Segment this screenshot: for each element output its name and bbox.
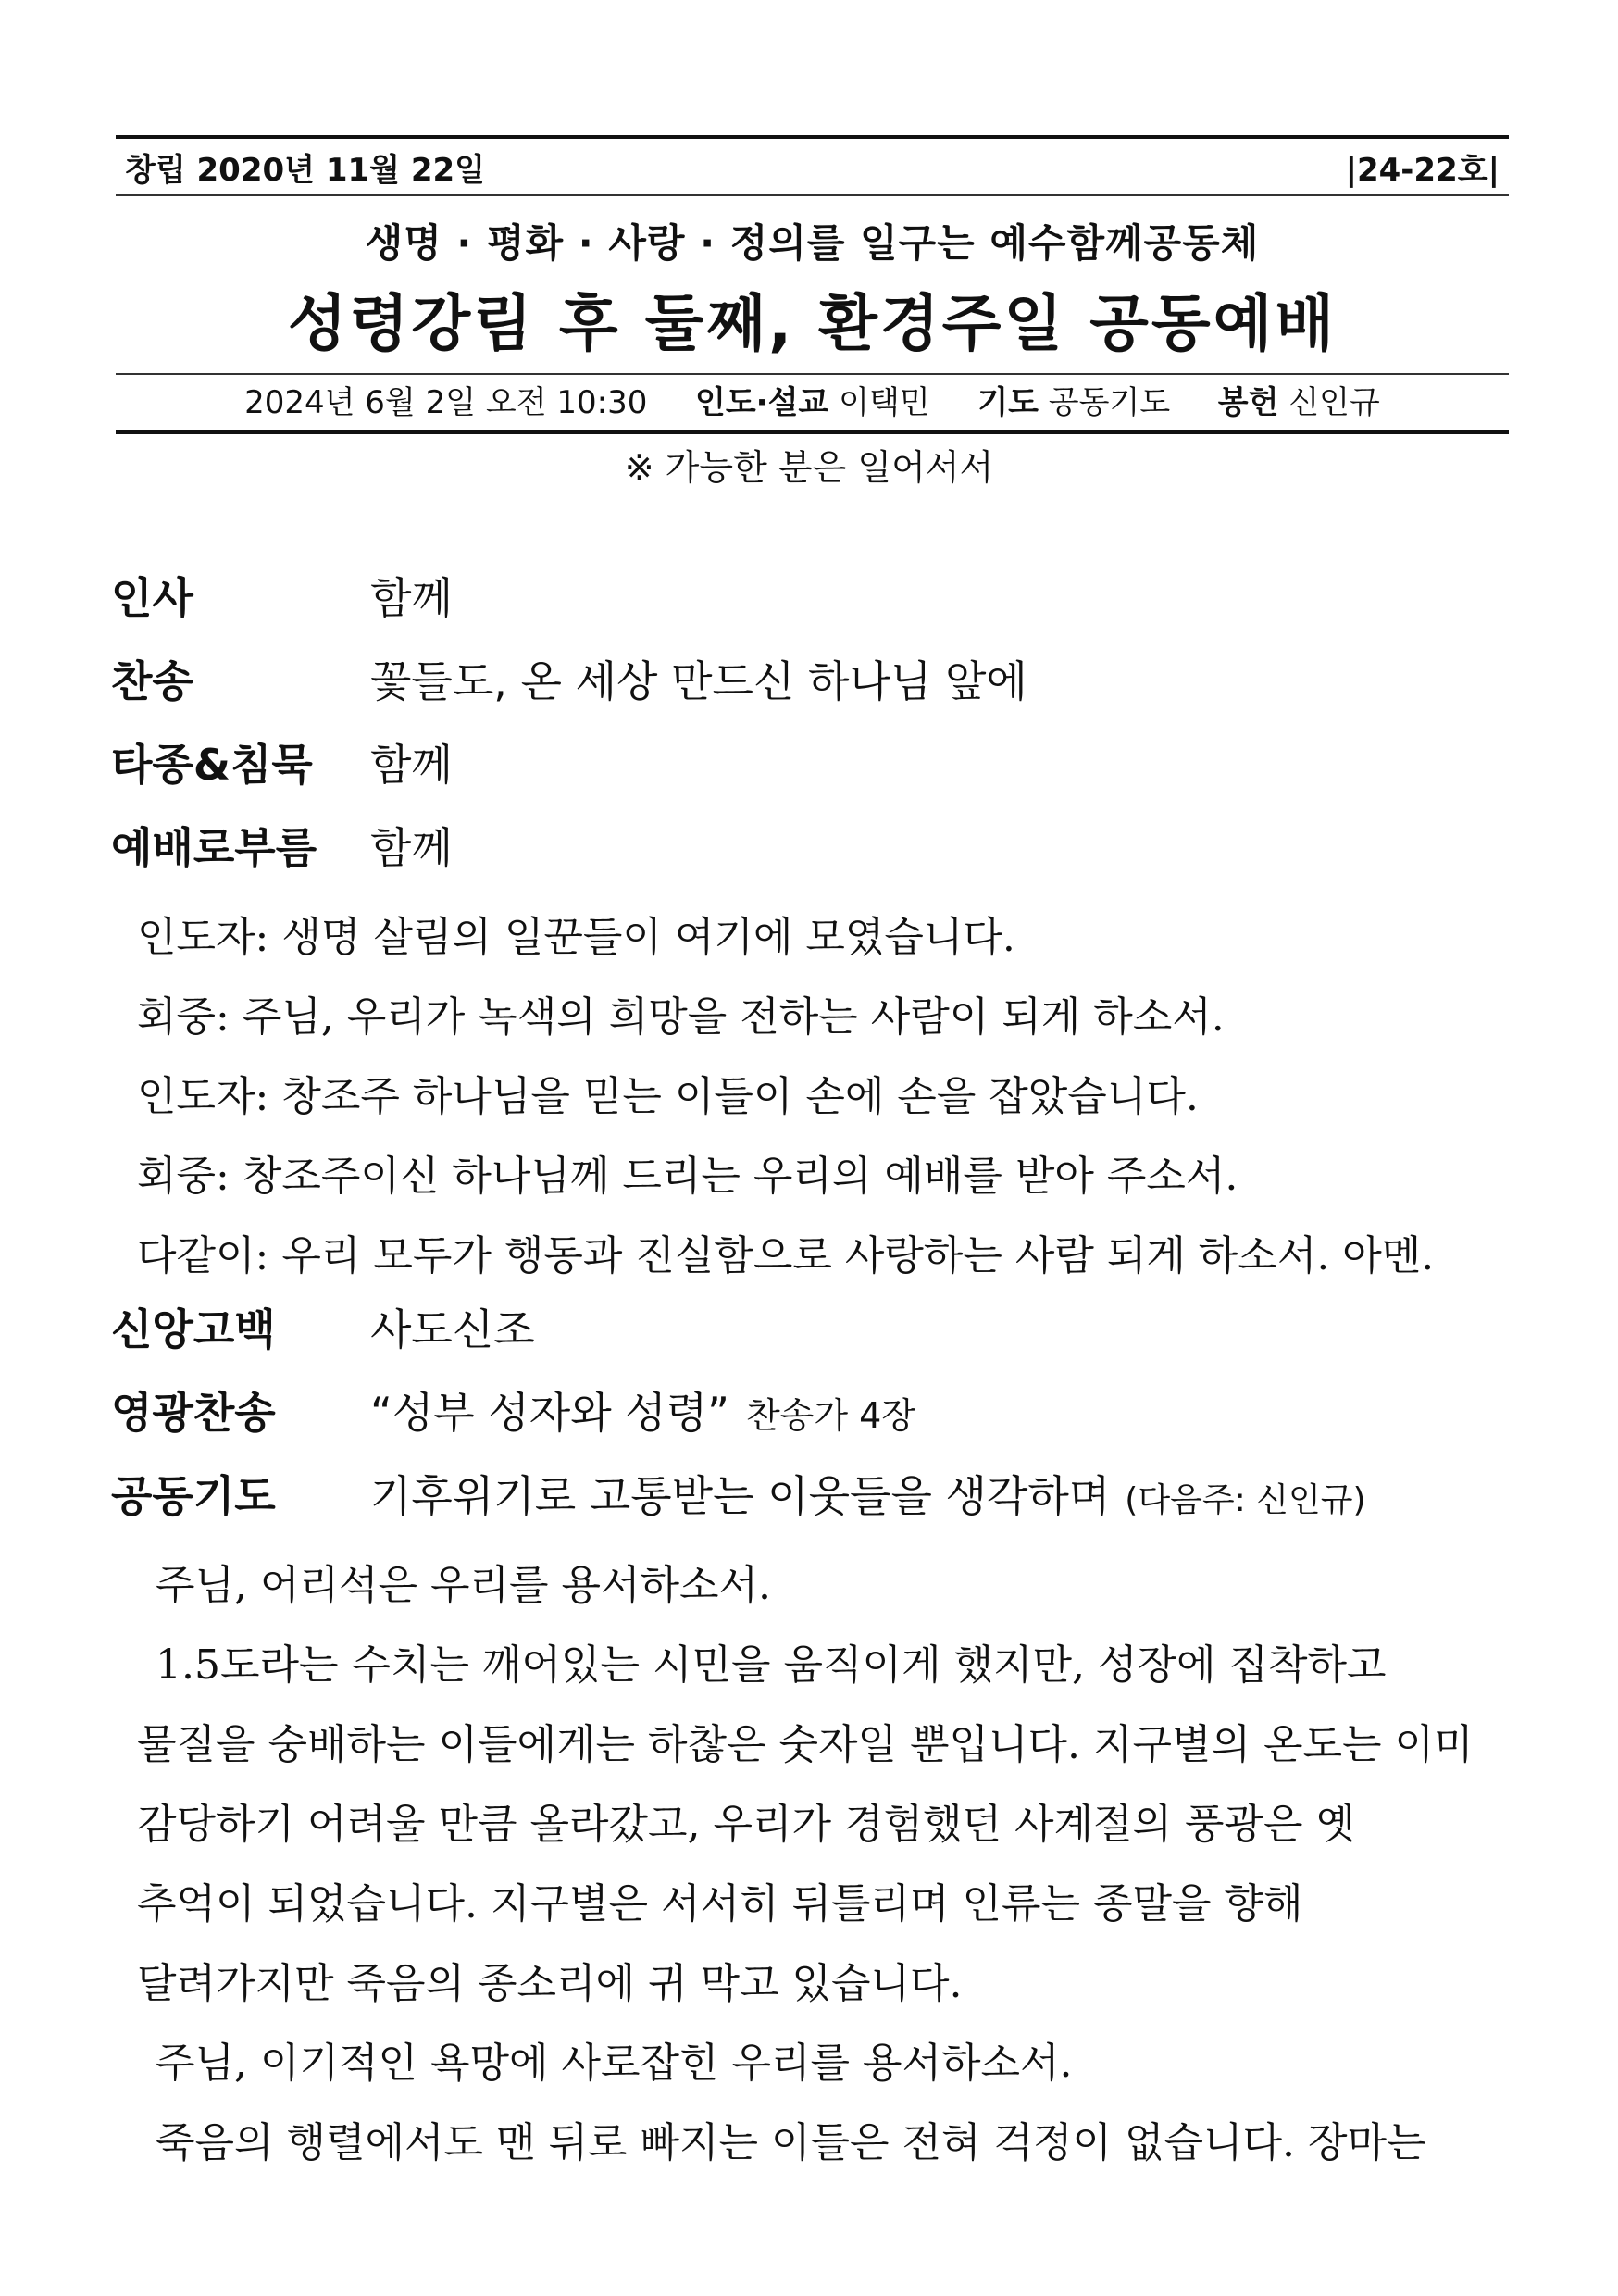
dialog-line: 인도자: 생명 살림의 일꾼들이 여기에 모였습니다. — [137, 914, 1015, 961]
order-item-gloria — [111, 1379, 1518, 1463]
prayer-text — [111, 1546, 1518, 2183]
hymn-number: 찬송가 4장 — [745, 1395, 916, 1436]
order-value: 함께 — [370, 740, 453, 790]
service-date: 2024년 6월 2일 오전 10:30 — [244, 384, 648, 421]
prayer-line: 물질을 숭배하는 이들에게는 하찮은 숫자일 뿐입니다. 지구별의 온도는 이미 — [137, 1721, 1474, 1768]
header-top-line — [116, 139, 1509, 194]
service-info-line — [116, 375, 1509, 430]
next-week-note: (다음주: 신인규) — [1125, 1481, 1366, 1519]
offering-name: 신인규 — [1288, 384, 1380, 421]
dialog-line: 인도자: 창조주 하나님을 믿는 이들이 손에 손을 잡았습니다. — [137, 1073, 1199, 1120]
order-value: 사도신조 — [370, 1304, 535, 1354]
bulletin-header — [116, 135, 1509, 434]
order-label: 인사 — [111, 573, 193, 623]
order-value: “성부 성자와 성령” — [370, 1388, 729, 1438]
order-item-creed — [111, 1296, 1518, 1379]
prayer-line: 주님, 어리석은 우리를 용서하소서. — [156, 1562, 771, 1609]
prayer-line: 주님, 이기적인 욕망에 사로잡힌 우리를 용서하소서. — [156, 2040, 1073, 2087]
order-value: 함께 — [370, 573, 453, 623]
prayer-line: 추억이 되었습니다. 지구별은 서서히 뒤틀리며 인류는 종말을 향해 — [137, 1880, 1303, 1928]
order-item-common-prayer — [111, 1463, 1518, 1546]
lead-name: 이택민 — [839, 384, 930, 421]
prayer-line: 달려가지만 죽음의 종소리에 귀 막고 있습니다. — [137, 1960, 963, 2007]
founded-date: 창립 2020년 11월 22일 — [125, 151, 485, 189]
order-item-bell-silence — [111, 731, 1518, 815]
order-label: 공동기도 — [111, 1471, 276, 1521]
dialog-line: 다같이: 우리 모두가 행동과 진실함으로 사랑하는 사람 되게 하소서. 아멘. — [137, 1232, 1435, 1279]
order-of-service — [111, 565, 1518, 2183]
order-label: 신앙고백 — [111, 1304, 276, 1354]
order-value: 꽃들도, 온 세상 만드신 하나님 앞에 — [370, 656, 1027, 706]
order-value: 기후위기로 고통받는 이웃들을 생각하며 — [370, 1471, 1111, 1521]
issue-number: |24-22호| — [1345, 151, 1500, 189]
order-label: 영광찬송 — [111, 1388, 276, 1438]
order-label: 타종&침묵 — [111, 740, 313, 790]
prayer-label: 기도 — [977, 384, 1039, 421]
info-bottom-rule — [116, 430, 1509, 434]
order-item-greeting — [111, 565, 1518, 648]
lead-label: 인도·설교 — [694, 384, 829, 421]
prayer-line: 감당하기 어려울 만큼 올라갔고, 우리가 경험했던 사계절의 풍광은 옛 — [137, 1801, 1355, 1848]
order-item-call-to-worship — [111, 815, 1518, 898]
order-label: 예배로부름 — [111, 823, 317, 873]
standing-note: ※ 가능한 분은 일어서서 — [624, 447, 994, 488]
order-label: 찬송 — [111, 656, 193, 706]
header-divider — [116, 194, 1509, 196]
dialog-line: 회중: 창조주이신 하나님께 드리는 우리의 예배를 받아 주소서. — [137, 1153, 1238, 1200]
dialog-line: 회중: 주님, 우리가 녹색의 희망을 전하는 사람이 되게 하소서. — [137, 993, 1225, 1041]
community-subtitle: 생명 · 평화 · 사랑 · 정의를 일구는 예수함께공동체 — [365, 220, 1260, 266]
page-title: 성령강림 후 둘째, 환경주일 공동예배 — [287, 288, 1338, 359]
order-value: 함께 — [370, 823, 453, 873]
prayer-line: 1.5도라는 수치는 깨어있는 시민을 움직이게 했지만, 성장에 집착하고 — [156, 1641, 1387, 1689]
call-to-worship-dialog — [111, 898, 1518, 1296]
order-item-hymn — [111, 648, 1518, 731]
offering-label: 봉헌 — [1217, 384, 1279, 421]
prayer-name: 공동기도 — [1048, 384, 1171, 421]
prayer-line: 죽음의 행렬에서도 맨 뒤로 빠지는 이들은 전혀 걱정이 없습니다. 장마는 — [156, 2119, 1426, 2166]
